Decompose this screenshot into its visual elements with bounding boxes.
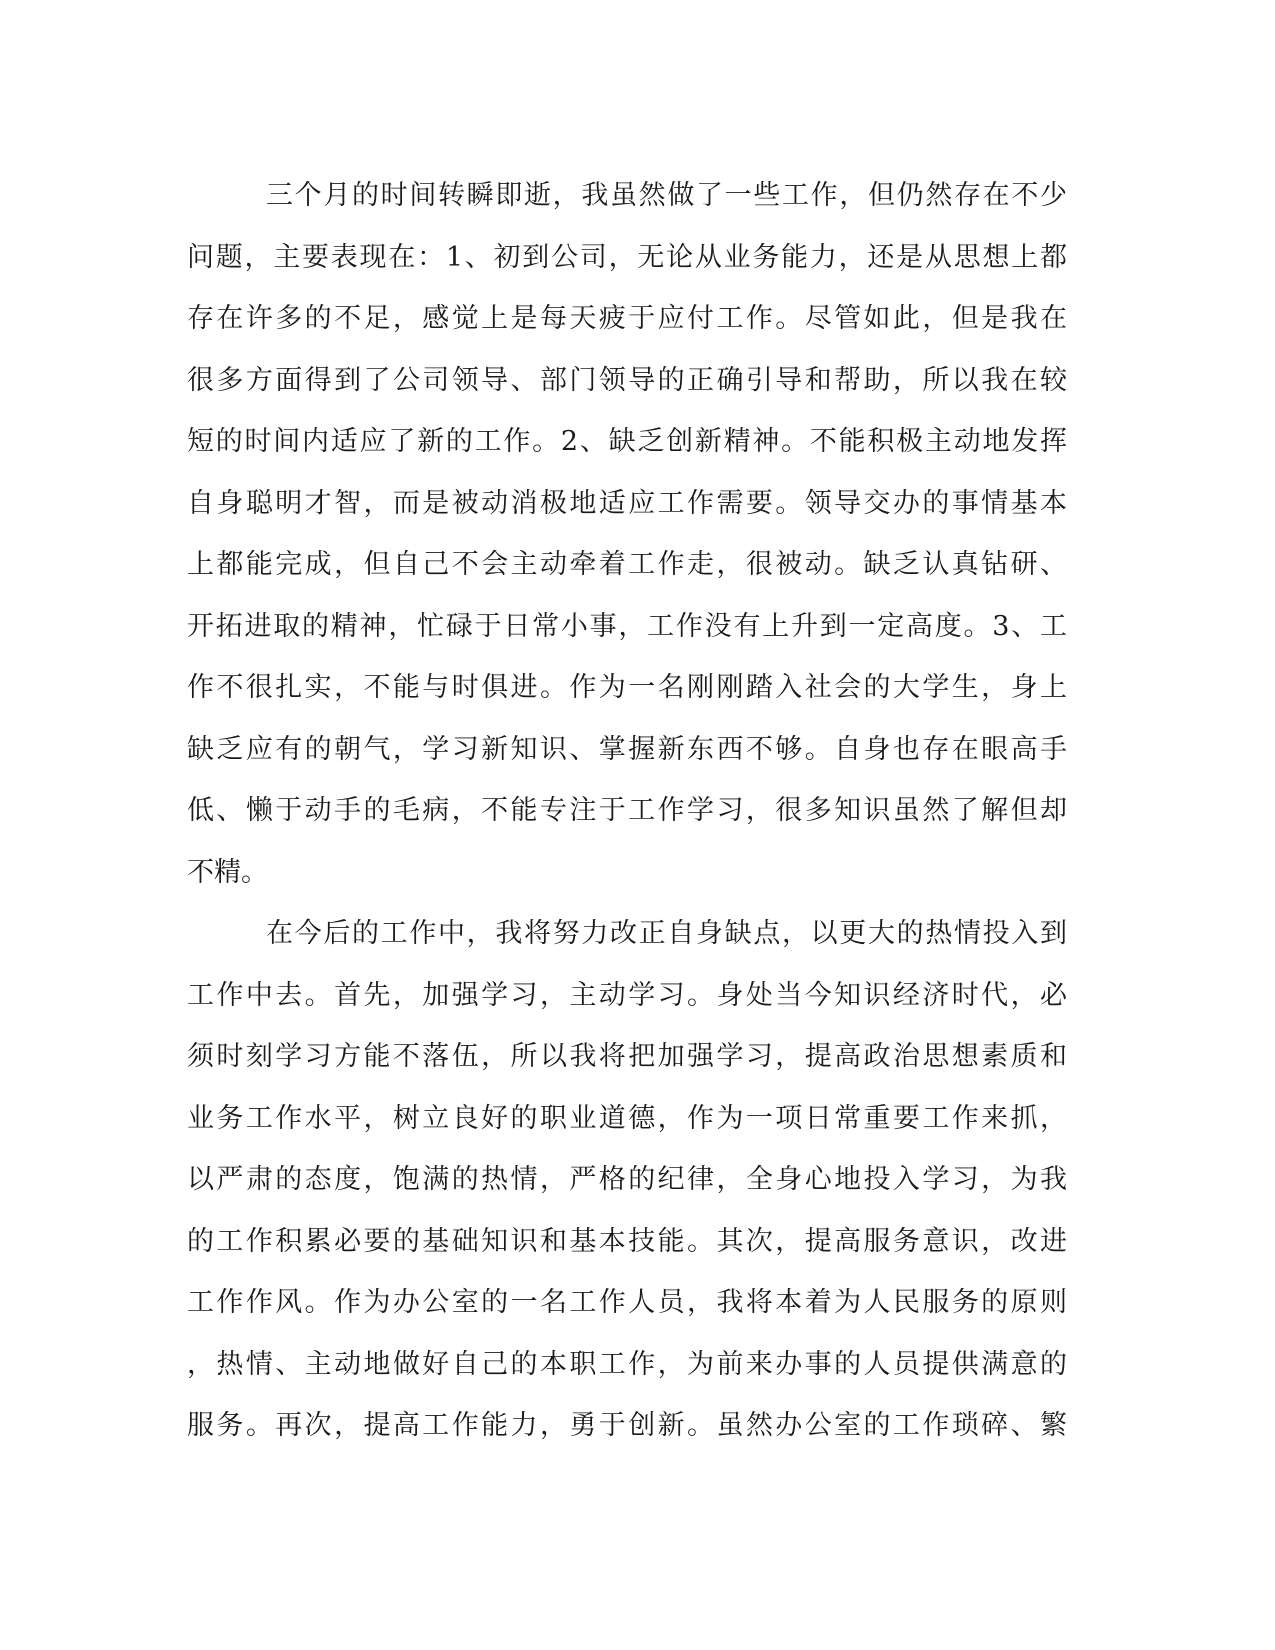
text-line: 作不很扎实，不能与时俱进。作为一名刚刚踏入社会的大学生，身上 xyxy=(187,672,1067,703)
paragraph-self-assessment xyxy=(187,165,1067,903)
text-line: 的工作积累必要的基础知识和基本技能。其次，提高服务意识，改进 xyxy=(187,1225,1067,1257)
text-line: 须时刻学习方能不落伍，所以我将把加强学习，提高政治思想素质和 xyxy=(187,1041,1067,1072)
text-line: 在今后的工作中，我将努力改正自身缺点，以更大的热情投入到 xyxy=(266,918,1067,949)
text-line: 服务。再次，提高工作能力，勇于创新。虽然办公室的工作琐碎、繁 xyxy=(187,1410,1067,1441)
text-line: 工作中去。首先，加强学习，主动学习。身处当今知识经济时代，必 xyxy=(187,979,1067,1011)
text-line: 工作作风。作为办公室的一名工作人员，我将本着为人民服务的原则 xyxy=(187,1287,1067,1318)
text-line: 短的时间内适应了新的工作。2、缺乏创新精神。不能积极主动地发挥 xyxy=(187,426,1067,457)
text-line: 开拓进取的精神，忙碌于日常小事，工作没有上升到一定高度。3、工 xyxy=(187,610,1067,642)
document-body xyxy=(187,165,1067,1457)
text-line: 不精。 xyxy=(187,856,268,888)
text-line: 自身聪明才智，而是被动消极地适应工作需要。领导交办的事情基本 xyxy=(187,487,1067,519)
text-line: 低、懒于动手的毛病，不能专注于工作学习，很多知识虽然了解但却 xyxy=(187,795,1067,826)
text-line: 很多方面得到了公司领导、部门领导的正确引导和帮助，所以我在较 xyxy=(187,364,1067,396)
text-line: 缺乏应有的朝气，学习新知识、掌握新东西不够。自身也存在眼高手 xyxy=(187,733,1067,765)
text-line: 以严肃的态度，饱满的热情，严格的纪律，全身心地投入学习，为我 xyxy=(187,1164,1067,1195)
text-line: ，热情、主动地做好自己的本职工作，为前来办事的人员提供满意的 xyxy=(187,1348,1067,1380)
paragraph-future-plans xyxy=(187,903,1067,1457)
text-line: 问题，主要表现在：1、初到公司，无论从业务能力，还是从思想上都 xyxy=(187,241,1067,273)
text-line: 存在许多的不足，感觉上是每天疲于应付工作。尽管如此，但是我在 xyxy=(187,303,1067,334)
text-line: 业务工作水平，树立良好的职业道德，作为一项日常重要工作来抓， xyxy=(187,1102,1067,1134)
text-line: 三个月的时间转瞬即逝，我虽然做了一些工作，但仍然存在不少 xyxy=(266,180,1067,211)
text-line: 上都能完成，但自己不会主动牵着工作走，很被动。缺乏认真钻研、 xyxy=(187,549,1067,580)
